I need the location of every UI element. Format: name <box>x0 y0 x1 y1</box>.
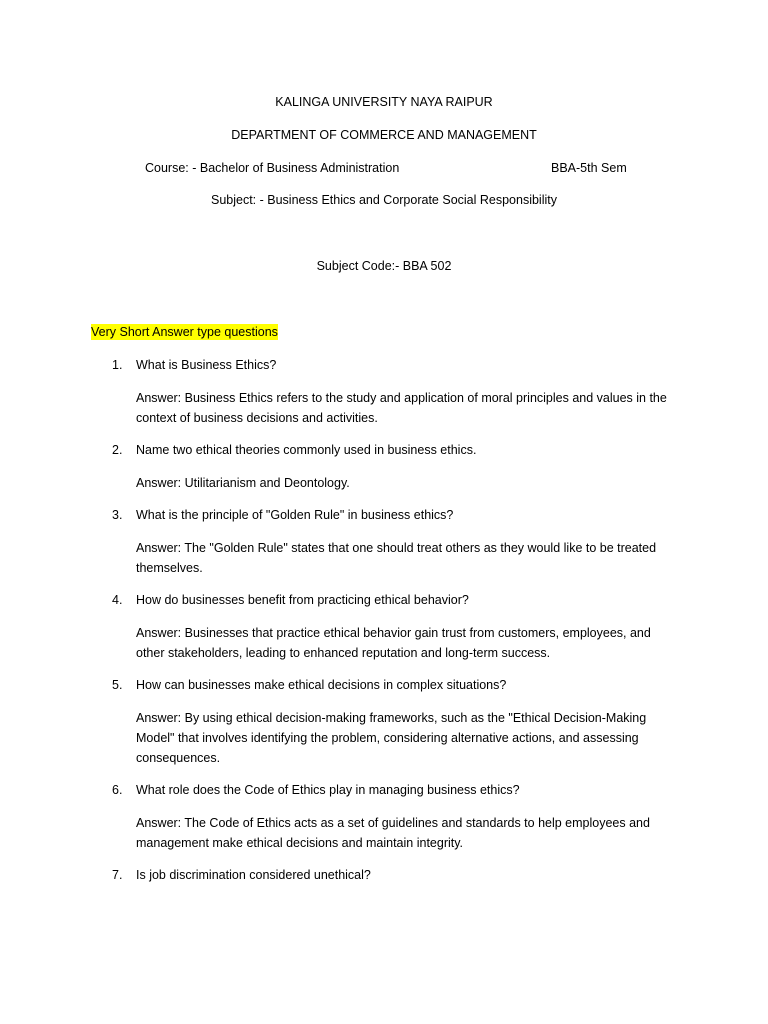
section-heading <box>91 322 278 342</box>
question-text: How do businesses benefit from practicing ethical behavior? <box>136 593 469 607</box>
university-title: KALINGA UNIVERSITY NAYA RAIPUR <box>275 95 493 109</box>
answer-text: Answer: The "Golden Rule" states that one should treat others as they would like to be treated themselves. <box>136 541 657 575</box>
subject-title: Subject: - Business Ethics and Corporate Social Responsibility <box>210 193 557 207</box>
question-number: 2. <box>112 443 123 457</box>
question-number: 7. <box>112 868 123 882</box>
question-text: Name two ethical theories commonly used in business ethics. <box>136 443 477 457</box>
answer-text: Answer: The Code of Ethics acts as a set of guidelines and standards to help employees and management make ethical decisions and maintain integrity. <box>136 816 650 850</box>
list-item <box>0 780 768 853</box>
answer-text: Answer: By using ethical decision-making frameworks, such as the "Ethical Decision-Making Model" that involves identifying the problem, considering alternative actions, and assessing consequences. <box>136 711 647 765</box>
list-item <box>0 865 768 885</box>
question-number: 4. <box>112 593 123 607</box>
answer-text: Answer: Utilitarianism and Deontology. <box>136 476 350 490</box>
question-text: How can businesses make ethical decisions in complex situations? <box>136 678 507 692</box>
section-heading-text: Very Short Answer type questions <box>91 325 278 339</box>
question-text: What is Business Ethics? <box>136 358 277 372</box>
course-line <box>0 158 768 178</box>
answer-text: Answer: Businesses that practice ethical behavior gain trust from customers, employees, and other stakeholders, leading to enhanced reputation and long-term success. <box>136 626 651 660</box>
list-item <box>0 675 768 768</box>
question-list <box>0 355 768 897</box>
answer-text: Answer: Business Ethics refers to the study and application of moral principles and values in the context of business decisions and activities. <box>136 391 667 425</box>
list-item <box>0 590 768 663</box>
list-item <box>0 355 768 428</box>
list-item <box>0 505 768 578</box>
subject-code: Subject Code:- BBA 502 <box>316 259 452 273</box>
semester-label: BBA-5th Sem <box>551 161 627 175</box>
question-number: 1. <box>112 358 123 372</box>
question-text: What is the principle of "Golden Rule" in business ethics? <box>136 508 454 522</box>
list-item <box>0 440 768 493</box>
question-number: 5. <box>112 678 123 692</box>
question-number: 3. <box>112 508 123 522</box>
question-text: What role does the Code of Ethics play in managing business ethics? <box>136 783 520 797</box>
question-text: Is job discrimination considered unethical? <box>136 868 371 882</box>
course-name: Course: - Bachelor of Business Administration <box>145 161 400 175</box>
question-number: 6. <box>112 783 123 797</box>
department-title: DEPARTMENT OF COMMERCE AND MANAGEMENT <box>231 128 537 142</box>
